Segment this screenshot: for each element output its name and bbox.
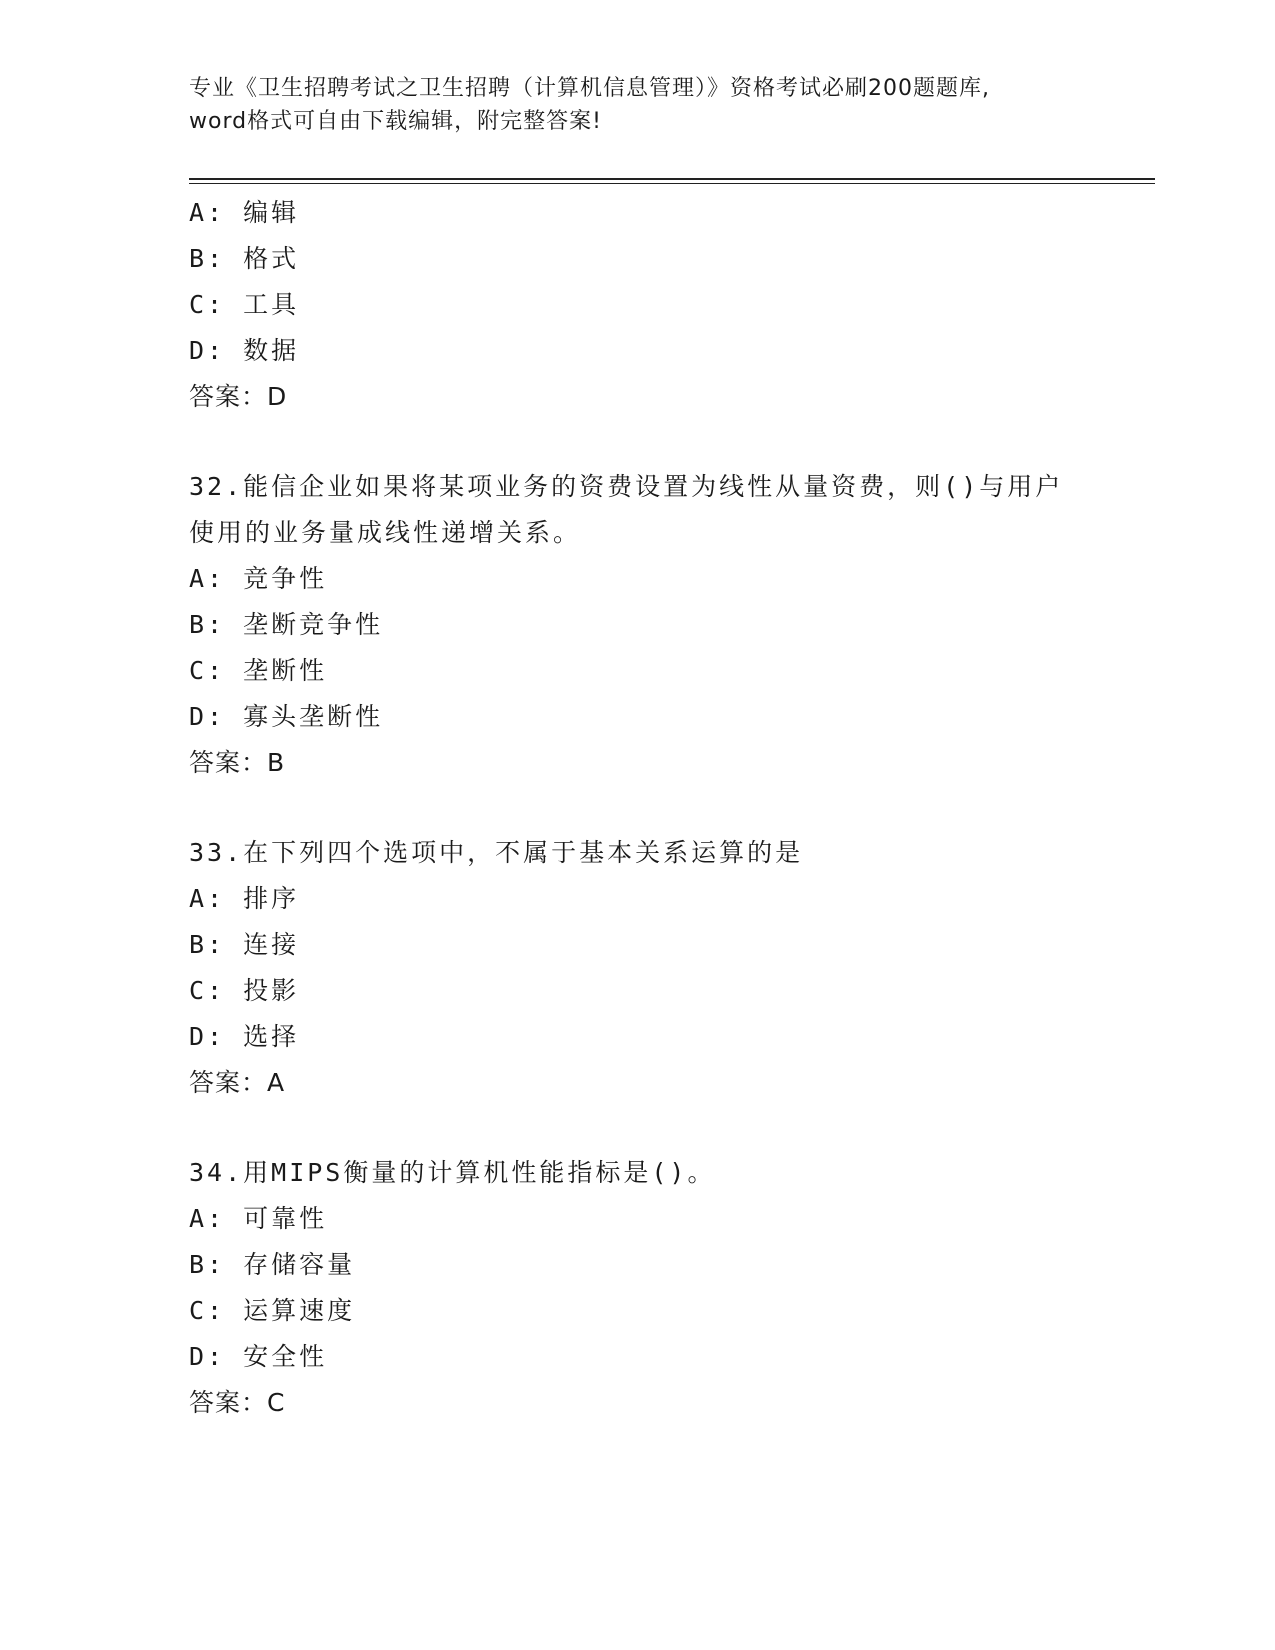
option-b: B: 连接 [189,930,300,959]
answer-line: 答案：C [189,1388,286,1417]
question-32 [189,464,1089,786]
question-stem-line-1: 32.能信企业如果将某项业务的资费设置为线性从量资费，则()与用户 [189,472,1064,501]
question-stem-line-1: 33.在下列四个选项中，不属于基本关系运算的是 [189,838,804,867]
question-stem-line-2: 使用的业务量成线性递增关系。 [189,518,582,547]
answer-line: 答案：B [189,748,286,777]
question-34 [189,1150,1089,1426]
option-c: C: 垄断性 [189,656,328,685]
option-d: D: 选择 [189,1022,300,1051]
option-b: B: 存储容量 [189,1250,356,1279]
option-c: C: 运算速度 [189,1296,356,1325]
option-b: B: 垄断竞争性 [189,610,384,639]
document-header [189,72,1089,138]
option-a: A: 可靠性 [189,1204,328,1233]
option-b: B: 格式 [189,244,300,273]
question-33 [189,830,1089,1106]
option-a: A: 编辑 [189,198,300,227]
question-31 [189,190,1089,420]
option-d: D: 安全性 [189,1342,328,1371]
answer-line: 答案：D [189,382,288,411]
question-list [189,190,1089,1426]
option-a: A: 竞争性 [189,564,328,593]
answer-line: 答案：A [189,1068,286,1097]
question-stem-line-1: 34.用MIPS衡量的计算机性能指标是()。 [189,1158,716,1187]
header-line-1: 专业《卫生招聘考试之卫生招聘（计算机信息管理）》资格考试必刷200题题库, [189,76,990,101]
option-c: C: 工具 [189,290,300,319]
option-d: D: 寡头垄断性 [189,702,384,731]
option-c: C: 投影 [189,976,300,1005]
option-a: A: 排序 [189,884,300,913]
header-line-2: word格式可自由下载编辑，附完整答案! [189,109,602,134]
header-divider-thick [189,178,1155,180]
option-d: D: 数据 [189,336,300,365]
header-divider-thin [189,183,1155,184]
